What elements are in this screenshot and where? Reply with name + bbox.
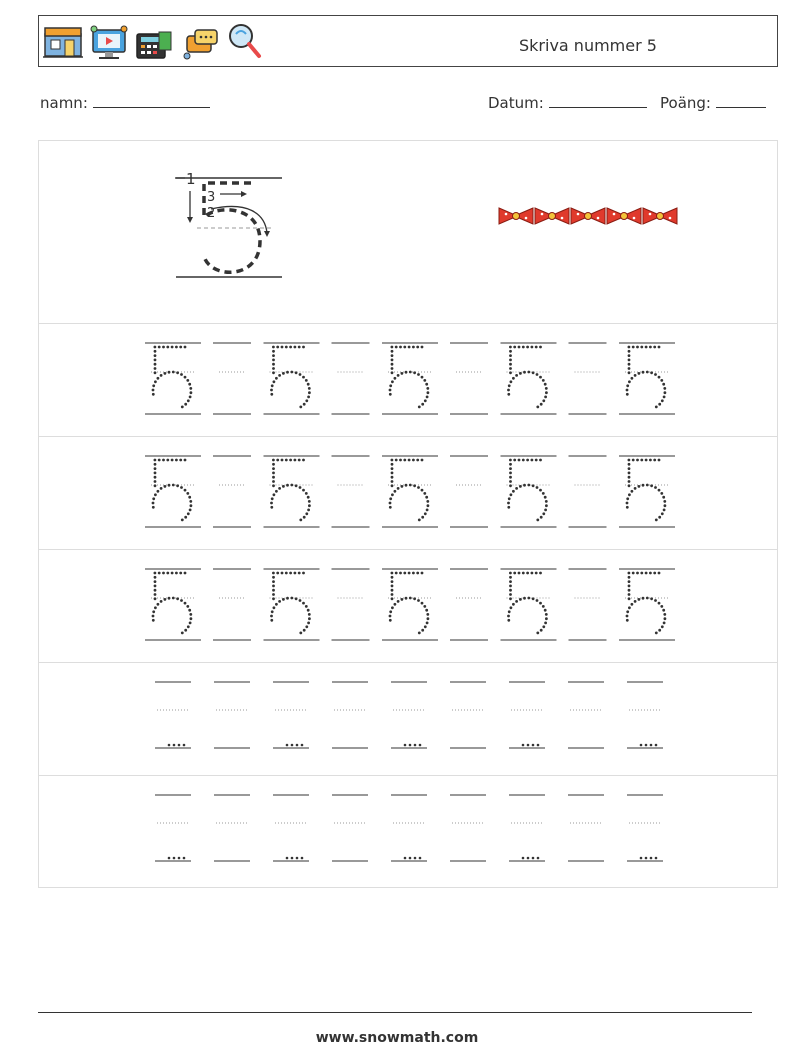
footer-url[interactable]: www.snowmath.com xyxy=(315,1030,479,1046)
score-line[interactable] xyxy=(716,93,766,108)
page-title: Skriva nummer 5 xyxy=(519,36,657,55)
writing-slot[interactable] xyxy=(450,795,486,861)
writing-slot[interactable] xyxy=(273,795,309,861)
bow-tie-icon xyxy=(499,208,533,224)
demo-row xyxy=(39,141,777,324)
date-field[interactable] xyxy=(488,93,647,112)
traced-digit-five xyxy=(507,459,548,522)
traced-digit-five xyxy=(152,346,193,409)
bow-tie-icon xyxy=(607,208,641,224)
demo-svg xyxy=(39,141,777,323)
bow-tie-icon xyxy=(571,208,605,224)
writing-slot[interactable] xyxy=(214,682,250,748)
writing-slot[interactable] xyxy=(627,795,663,861)
stroke-number-3: 3 xyxy=(207,190,216,205)
traced-digit-five xyxy=(389,572,430,635)
shop-icon xyxy=(43,28,83,57)
magnifier-icon xyxy=(230,25,259,56)
writing-slot[interactable] xyxy=(155,682,191,748)
blank-row-2[interactable] xyxy=(39,776,777,888)
writing-slot[interactable] xyxy=(273,682,309,748)
footer-divider xyxy=(38,1012,752,1013)
writing-slot[interactable] xyxy=(509,682,545,748)
stroke-number-1: 1 xyxy=(186,170,196,188)
score-label: Poäng: xyxy=(660,94,711,112)
chat-icon xyxy=(184,30,217,59)
traced-digit-five xyxy=(152,572,193,635)
name-field[interactable] xyxy=(40,93,210,112)
traced-digit-five xyxy=(270,572,311,635)
date-line[interactable] xyxy=(549,93,647,108)
bow-tie-icon xyxy=(643,208,677,224)
blank-row-1-svg[interactable] xyxy=(39,663,777,775)
header-icons xyxy=(43,20,265,64)
writing-slot[interactable] xyxy=(332,682,368,748)
worksheet-grid xyxy=(38,140,778,888)
writing-slot[interactable] xyxy=(391,795,427,861)
bow-tie-group xyxy=(499,208,677,224)
traced-digit-five xyxy=(626,459,667,522)
name-label: namn: xyxy=(40,94,88,112)
writing-slot[interactable] xyxy=(568,682,604,748)
writing-slot[interactable] xyxy=(155,795,191,861)
traced-digit-five xyxy=(270,346,311,409)
stroke-number-2: 2 xyxy=(207,206,216,221)
trace-row-1 xyxy=(39,324,777,437)
date-label: Datum: xyxy=(488,94,544,112)
trace-row-2 xyxy=(39,437,777,550)
traced-digit-five xyxy=(626,346,667,409)
writing-slot[interactable] xyxy=(568,795,604,861)
traced-digit-five xyxy=(389,346,430,409)
writing-slot[interactable] xyxy=(627,682,663,748)
traced-digit-five xyxy=(389,459,430,522)
blank-row-2-svg[interactable] xyxy=(39,776,777,888)
blank-row-1[interactable] xyxy=(39,663,777,776)
traced-digit-five xyxy=(507,572,548,635)
writing-slot[interactable] xyxy=(214,795,250,861)
writing-slot[interactable] xyxy=(332,795,368,861)
trace-row-3 xyxy=(39,550,777,663)
calculator-icon xyxy=(137,32,171,58)
traced-digit-five xyxy=(626,572,667,635)
video-monitor-icon xyxy=(91,26,127,59)
name-line[interactable] xyxy=(93,93,210,108)
writing-slot[interactable] xyxy=(391,682,427,748)
writing-slot[interactable] xyxy=(509,795,545,861)
bow-tie-icon xyxy=(535,208,569,224)
trace-row-2-svg xyxy=(39,437,777,549)
traced-digit-five xyxy=(507,346,548,409)
trace-row-3-svg xyxy=(39,550,777,662)
worksheet-header xyxy=(38,15,778,67)
traced-digit-five xyxy=(270,459,311,522)
score-field[interactable] xyxy=(660,93,766,112)
trace-row-1-svg xyxy=(39,324,777,436)
traced-digit-five xyxy=(152,459,193,522)
writing-slot[interactable] xyxy=(450,682,486,748)
